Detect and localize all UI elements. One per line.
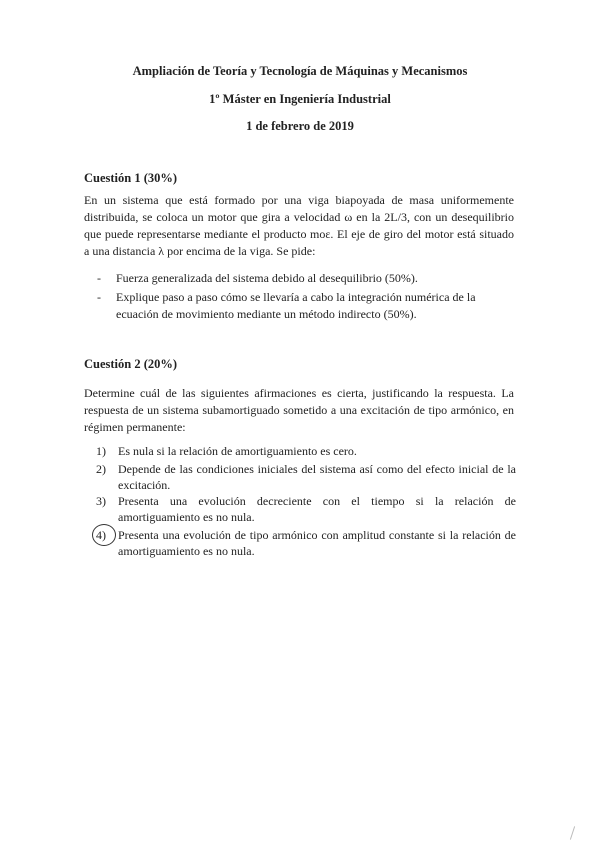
program-title: 1º Máster en Ingeniería Industrial [209,92,391,106]
question-1-item [97,289,517,323]
scan-artifact [570,826,575,840]
answer-option [96,461,516,493]
answer-option-number: 2) [96,462,106,476]
question-2-statement: Determine cuál de las siguientes afirmaciones es cierta, justificando la respuesta. La respuesta de un sistema subamortiguado sometido a una excitación de tipo armónico, en régimen permanente: [84,386,514,434]
question-1-item-text: Explique paso a paso cómo se llevaría a cabo la integración numérica de la ecuación de movimiento mediante un método indirecto (50%). [116,290,476,321]
answer-option [96,527,516,559]
answer-option [96,443,516,459]
answer-option [96,493,516,525]
question-1-item-text: Fuerza generalizada del sistema debido al desequilibrio (50%). [116,271,418,285]
answer-option-text: Es nula si la relación de amortiguamiento es cero. [118,444,357,458]
answer-option-text: Presenta una evolución decreciente con el tiempo si la relación de amortiguamiento es no nula. [118,494,516,524]
answer-option-number: 3) [96,494,106,508]
exam-date: 1 de febrero de 2019 [246,119,354,133]
bullet-dash: - [97,271,101,285]
question-1-item [97,270,517,287]
answer-option-text: Presenta una evolución de tipo armónico con amplitud constante si la relación de amortiguamiento es no nula. [118,528,516,558]
course-title: Ampliación de Teoría y Tecnología de Máquinas y Mecanismos [132,64,468,78]
question-1-title: Cuestión 1 (30%) [84,171,178,185]
answer-option-text: Depende de las condiciones iniciales del sistema así como del efecto inicial de la excitación. [118,462,516,492]
bullet-dash: - [97,290,101,304]
answer-option-number: 1) [96,444,106,458]
answer-option-number: 4) [96,528,106,542]
question-1-statement: En un sistema que está formado por una viga biapoyada de masa uniformemente distribuida, se coloca un motor que gira a velocidad ω en la 2L/3, con un desequilibrio que puede representarse mediante el producto moε. El eje de giro del motor está situado a una distancia λ por encima de la viga. Se pide: [84,193,514,258]
question-2-title: Cuestión 2 (20%) [84,357,178,371]
